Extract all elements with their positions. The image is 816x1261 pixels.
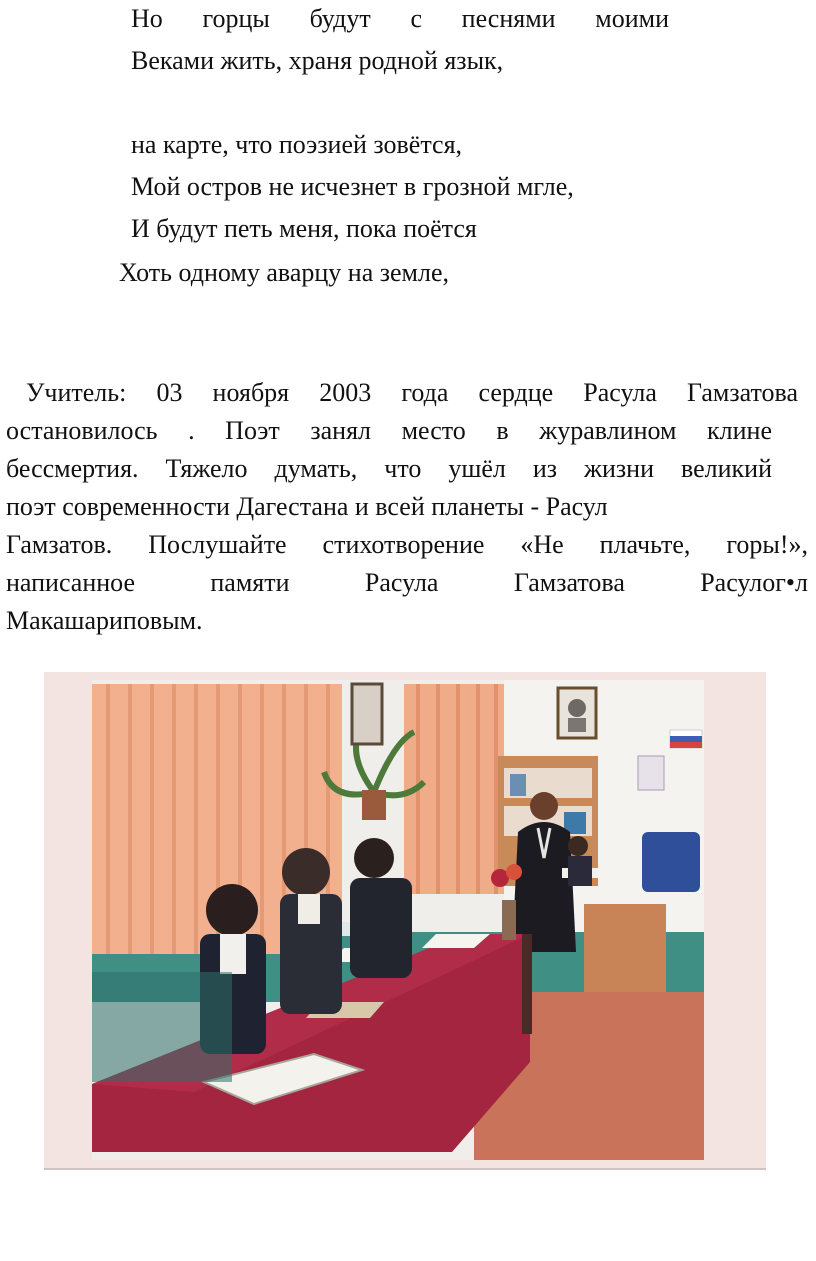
poem-line: на карте, что поэзией зовётся,: [131, 130, 463, 159]
paragraph-line: написанное памяти Расула Гамзатова Расулог•л: [6, 568, 808, 597]
poem-line: Хоть одному аварцу на земле,: [119, 258, 450, 287]
poem-line: Но горцы будут с песнями моими: [131, 4, 669, 33]
blue-chair: [642, 832, 700, 892]
poem-line: Мой остров не исчезнет в грозной мгле,: [131, 172, 574, 201]
classroom-photo: [44, 672, 766, 1170]
paragraph-line: остановилось . Поэт занял место в журавлином клине: [6, 416, 772, 445]
paragraph-line: Макашариповым.: [6, 606, 203, 635]
classroom-photo-illustration: [44, 672, 766, 1168]
teacher-paragraph: [6, 374, 806, 640]
wall-picture: [352, 684, 382, 744]
portrait: [558, 688, 596, 738]
poem-line: Веками жить, храня родной язык,: [131, 46, 504, 75]
paragraph-line: поэт современности Дагестана и всей планеты - Расул: [6, 492, 608, 521]
poem-line: И будут петь меня, пока поётся: [131, 214, 477, 243]
paragraph-line: бессмертия. Тяжело думать, что ушёл из жизни великий: [6, 454, 772, 483]
paragraph-line: Гамзатов. Послушайте стихотворение «Не плачьте, горы!»,: [6, 530, 808, 559]
paragraph-line: Учитель: 03 ноября 2003 года сердце Расула Гамзатова: [26, 378, 798, 407]
emblem-poster: [638, 756, 664, 790]
